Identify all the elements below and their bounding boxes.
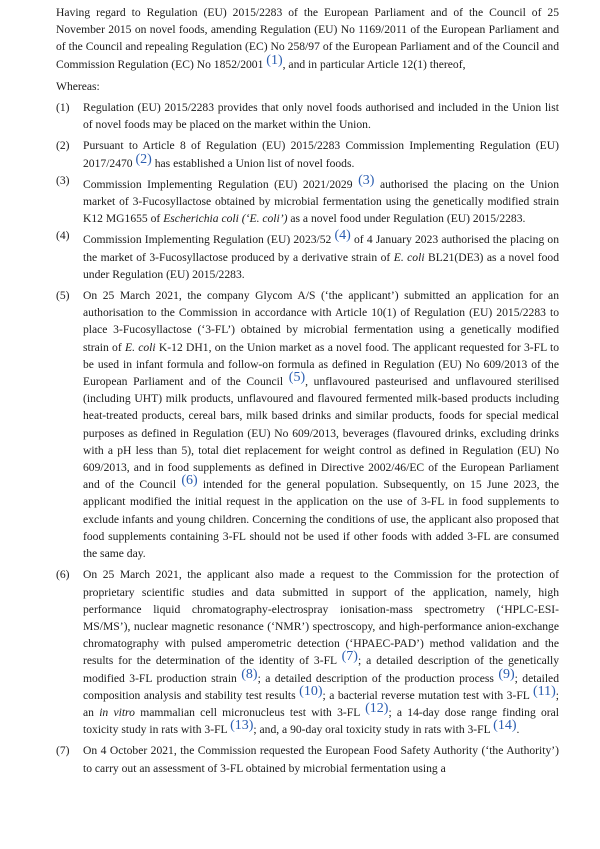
footnote-link-4[interactable]: (4) xyxy=(334,228,351,244)
recital-number: (4) xyxy=(56,229,70,243)
recital-text: Regulation (EU) 2015/2283 provides that only novel foods authorised and included in the Union list of novel foods may be placed on the market within the Union. xyxy=(83,101,559,132)
recital-number: (7) xyxy=(56,744,70,758)
recital-text: On 25 March 2021, the company Glycom A/S (‘the applicant’) submitted an application for an authorisation to the Commission in accordance with Article 10(1) of Regulation (EU) 2015/2283 to place 3-Fucosyllactose (‘3-FL’) obtained by microbial fermentation using a genetically modified strain of xyxy=(83,289,559,354)
footnote-link-10[interactable]: (10) xyxy=(299,683,323,699)
recital-text: . xyxy=(516,723,520,737)
whereas-heading: Whereas: xyxy=(56,79,100,93)
recital-italic: Escherichia coli (‘E. coli’) xyxy=(163,212,288,226)
footnote-link-12[interactable]: (12) xyxy=(365,700,389,716)
recital-text: has established a Union list of novel foods. xyxy=(151,156,355,170)
footnote-link-2[interactable]: (2) xyxy=(135,151,152,167)
recital-text: mammalian cell micronucleus test with 3-FL xyxy=(134,705,366,719)
preamble-text: Having regard to Regulation (EU) 2015/2283 of the European Parliament and of the Council of 25 November 2015 on novel foods, amending Regulation (EU) No 1169/2011 of the European Parliament and of the Council and repealing Regulation (EC) No 258/97 of the European Parliament and of the Council and Commission Regulation (EC) No 1852/2001 xyxy=(56,6,559,71)
recital-4 xyxy=(56,228,560,283)
recital-text: K-12 DH1, on the Union market as a novel food. The applicant requested for 3-FL to be used in infant formula and follow-on formula as defined in Regulation (EU) No 609/2013 of the European Parliament and of the Council xyxy=(83,340,560,389)
recital-text: Commission Implementing Regulation (EU) 2021/2029 xyxy=(83,177,359,191)
recital-text: intended for the general population. Subsequently, on 15 June 2023, the applicant modified the initial request in the application on the use of 3-FL in food supplements to exclude infants and young children. Concerning the conditions of use, the applicant also proposed that food supplements containing 3-FL should not be used if other foods with added 3-FL are consumed the same day. xyxy=(83,478,559,561)
preamble-paragraph xyxy=(56,4,559,73)
footnote-link-5[interactable]: (5) xyxy=(288,370,306,386)
recital-1 xyxy=(56,99,559,133)
recital-number: (1) xyxy=(56,101,70,115)
recital-text: Commission Implementing Regulation (EU) 2023/52 xyxy=(83,233,335,247)
recital-text: BL21(DE3) as a novel food under Regulation (EU) 2015/2283. xyxy=(83,250,560,281)
recital-text: as a novel food under Regulation (EU) 2015/2283. xyxy=(287,212,526,226)
preamble-text-end: , and in particular Article 12(1) thereof, xyxy=(282,57,466,71)
recital-text: On 25 March 2021, the applicant also made a request to the Commission for the protection of proprietary scientific studies and data submitted in support of the application, namely, high performance liquid chromatography-electrospray ionisation-mass spectrometry (‘HPLC-ESI-MS/MS’), nuclear magnetic resonance (‘NMR’) spectroscopy, and high-performance anion-exchange chromatography with pulsed amperometric detection (‘HPAEC-PAD’) method validation and the results for the determination of the identity of 3-FL xyxy=(83,568,559,668)
recital-7 xyxy=(56,742,559,776)
recital-text: Pursuant to Article 8 of Regulation (EU) 2015/2283 Commission Implementing Regulation (EU) 2017/2470 xyxy=(83,139,559,170)
recital-italic: E. coli xyxy=(124,340,156,354)
footnote-link-13[interactable]: (13) xyxy=(230,718,254,734)
footnote-link-11[interactable]: (11) xyxy=(532,683,556,699)
recital-text: ; a detailed description of the genetically modified 3-FL production strain xyxy=(83,654,559,685)
footnote-link-7[interactable]: (7) xyxy=(341,649,358,665)
recital-italic: in vitro xyxy=(99,705,135,719)
recital-text: ; detailed composition analysis and stability test results xyxy=(83,671,559,702)
recital-text: ; a 14-day dose range finding oral toxicity study in rats with 3-FL xyxy=(83,705,560,737)
recital-number: (5) xyxy=(56,289,70,303)
footnote-link-1[interactable]: (1) xyxy=(266,52,283,68)
recital-text: ; and, a 90-day oral toxicity study in rats with 3-FL xyxy=(253,723,494,737)
recital-text: On 4 October 2021, the Commission requested the European Food Safety Authority (‘the Authority’) to carry out an assessment of 3-FL obtained by microbial fermentation using a xyxy=(83,744,559,775)
recital-number: (6) xyxy=(56,568,70,582)
recital-text: ; a bacterial reverse mutation test with 3-FL xyxy=(322,688,533,702)
footnote-link-9[interactable]: (9) xyxy=(498,666,515,682)
recital-text: of 4 January 2023 authorised the placing on the market of 3-Fucosyllactose produced by a derivative strain of xyxy=(83,233,559,264)
recital-3 xyxy=(56,172,560,228)
recital-number: (2) xyxy=(56,139,70,153)
recital-number: (3) xyxy=(56,173,70,187)
recital-italic: E. coli xyxy=(393,250,425,264)
recital-5 xyxy=(56,287,559,562)
footnote-link-3[interactable]: (3) xyxy=(358,172,375,188)
recital-text: , unflavoured pasteurised and unflavoured sterilised (including UHT) milk products, unflavoured and flavoured fermented milk-based products including heat-treated products, cereal bars, milk based drinks and similar products, foods for special medical purposes as defined in Regulation (EU) No 609/2013, beverages (flavoured drinks, excluding drinks with a pH less than 5), total diet replacement for weight control as defined in Regulation (EU) No 609/2013, and in food supplements as defined in Directive 2002/46/EC of the European Parliament and of the Council xyxy=(83,375,559,492)
recital-2 xyxy=(56,137,559,171)
recital-6 xyxy=(56,566,559,738)
recital-text: authorised the placing on the Union market of 3-Fucosyllactose obtained by microbial fermentation using the genetically modified strain K12 MG1655 of xyxy=(83,177,560,226)
footnote-link-14[interactable]: (14) xyxy=(493,718,517,734)
footnote-link-8[interactable]: (8) xyxy=(241,666,258,682)
recital-text: ; a detailed description of the production process xyxy=(257,671,499,685)
footnote-link-6[interactable]: (6) xyxy=(181,473,198,489)
recital-text: ; an xyxy=(83,688,559,719)
